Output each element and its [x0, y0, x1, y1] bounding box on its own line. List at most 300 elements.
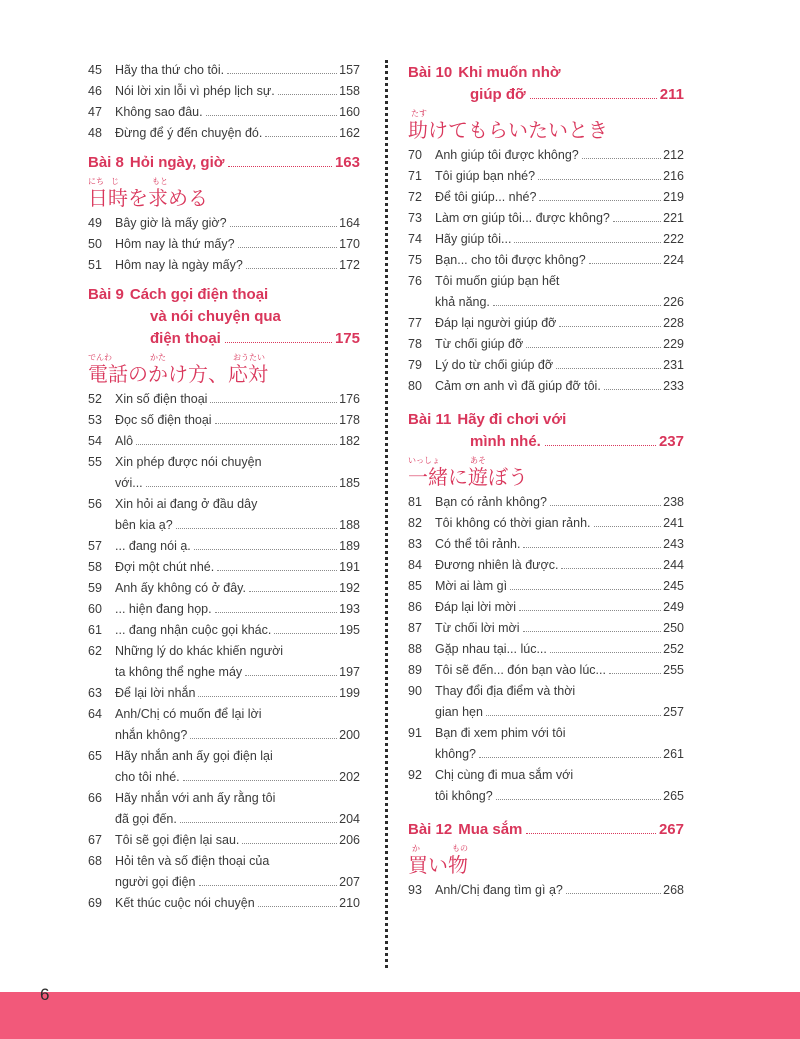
lesson-title-line-1: Cách gọi điện thoại [129, 286, 269, 303]
toc-entry[interactable] [408, 765, 684, 807]
entry-body [115, 599, 360, 620]
entry-body [115, 746, 360, 788]
leader-dots [227, 73, 337, 74]
toc-entry[interactable] [88, 60, 360, 81]
entry-page: 212 [663, 148, 684, 162]
entry-row [435, 334, 684, 355]
leader-dots [242, 843, 337, 844]
toc-entry[interactable] [88, 557, 360, 578]
entry-title: Xin số điện thoại [115, 392, 208, 406]
entry-page: 222 [663, 232, 684, 246]
toc-entry[interactable] [408, 534, 684, 555]
entry-body [435, 229, 684, 250]
entry-title: Đáp lại người giúp đỡ [435, 316, 557, 330]
entry-row [435, 166, 684, 187]
toc-group-lesson-12 [408, 880, 684, 901]
entry-number: 69 [88, 896, 102, 910]
entry-title: Anh giúp tôi được không? [435, 148, 579, 162]
entry-row [435, 292, 684, 313]
toc-entry[interactable] [88, 123, 360, 144]
entry-title: Bạn... cho tôi được không? [435, 253, 586, 267]
entry-row [435, 576, 684, 597]
entry-number: 84 [408, 558, 422, 572]
lesson-label: Bài 9 [88, 286, 124, 303]
toc-entry[interactable] [88, 431, 360, 452]
entry-page: 157 [339, 63, 360, 77]
toc-entry[interactable] [408, 376, 684, 397]
toc-entry[interactable] [88, 536, 360, 557]
toc-entry[interactable] [88, 830, 360, 851]
entry-number: 89 [408, 663, 422, 677]
toc-entry[interactable] [88, 452, 360, 494]
entry-title-line-1: Tôi muốn giúp bạn hết [435, 274, 560, 288]
entry-body [435, 723, 684, 765]
entry-row [435, 208, 684, 229]
entry-title: Làm ơn giúp tôi... được không? [435, 211, 610, 225]
entry-row [435, 313, 684, 334]
toc-entry[interactable] [408, 660, 684, 681]
entry-row [115, 830, 360, 851]
entry-page: 204 [339, 812, 360, 826]
toc-group-lesson-8 [88, 213, 360, 276]
entry-row [115, 473, 360, 494]
toc-entry[interactable] [408, 250, 684, 271]
entry-body [115, 536, 360, 557]
leader-dots [249, 591, 337, 592]
entry-number: 91 [408, 726, 422, 740]
leader-dots [278, 94, 337, 95]
toc-group-lesson-10 [408, 145, 684, 397]
entry-body [115, 255, 360, 276]
toc-entry[interactable] [88, 620, 360, 641]
entry-row [435, 145, 684, 166]
toc-entry[interactable] [408, 313, 684, 334]
lesson-11-heading[interactable] [408, 409, 684, 453]
entry-number: 55 [88, 455, 102, 469]
toc-group-intro [88, 60, 360, 144]
entry-title: Mời ai làm gì [435, 579, 508, 593]
leader-dots [217, 570, 337, 571]
entry-page: 265 [663, 789, 684, 803]
entry-row [435, 534, 684, 555]
entry-page: 226 [663, 295, 684, 309]
leader-dots [246, 268, 337, 269]
entry-row [115, 557, 360, 578]
entry-number: 47 [88, 105, 102, 119]
entry-body [115, 641, 360, 683]
entry-page: 170 [339, 237, 360, 251]
leader-dots [496, 799, 661, 800]
leader-dots [530, 98, 657, 99]
toc-entry[interactable] [88, 641, 360, 683]
entry-body [115, 620, 360, 641]
entry-page: 245 [663, 579, 684, 593]
entry-page: 197 [339, 665, 360, 679]
toc-entry[interactable] [88, 746, 360, 788]
entry-page: 182 [339, 434, 360, 448]
toc-entry[interactable] [408, 492, 684, 513]
leader-dots [556, 368, 661, 369]
entry-page: 257 [663, 705, 684, 719]
entry-title: Để lại lời nhắn [115, 686, 196, 700]
entry-page: 249 [663, 600, 684, 614]
entry-body [115, 830, 360, 851]
lesson-9-heading[interactable] [88, 284, 360, 350]
leader-dots [493, 305, 661, 306]
leader-dots [265, 136, 337, 137]
lesson-11-japanese-title [408, 456, 684, 489]
entry-body [435, 597, 684, 618]
entry-title-line-1: Xin phép được nói chuyện [115, 455, 262, 469]
entry-title: Bạn có rảnh không? [435, 495, 547, 509]
ruby: じ [111, 177, 119, 186]
toc-entry[interactable] [408, 723, 684, 765]
toc-entry[interactable] [408, 355, 684, 376]
entry-body [435, 880, 684, 901]
entry-title: nhắn không? [115, 728, 188, 742]
leader-dots [228, 166, 332, 167]
leader-dots [215, 423, 338, 424]
entry-title: Tôi giúp bạn nhé? [435, 169, 536, 183]
entry-row [115, 255, 360, 276]
lesson-10-heading[interactable] [408, 62, 684, 106]
entry-number: 70 [408, 148, 422, 162]
entry-number: 51 [88, 258, 102, 272]
entry-body [115, 81, 360, 102]
leader-dots [194, 549, 337, 550]
entry-page: 233 [663, 379, 684, 393]
leader-dots [479, 757, 661, 758]
toc-entry[interactable] [88, 893, 360, 914]
leader-dots [190, 738, 337, 739]
entry-body [435, 334, 684, 355]
entry-body [115, 410, 360, 431]
leader-dots [613, 221, 661, 222]
entry-page: 158 [339, 84, 360, 98]
entry-page: 172 [339, 258, 360, 272]
entry-row [435, 513, 684, 534]
entry-row [115, 60, 360, 81]
entry-title: Tôi sẽ đến... đón bạn vào lúc... [435, 663, 606, 677]
entry-number: 77 [408, 316, 422, 330]
toc-entry[interactable] [88, 213, 360, 234]
entry-row [115, 683, 360, 704]
entry-row [115, 515, 360, 536]
entry-number: 49 [88, 216, 102, 230]
entry-row [115, 81, 360, 102]
entry-title-line-1: Xin hỏi ai đang ở đầu dây [115, 497, 258, 511]
lesson-12-heading[interactable] [408, 819, 684, 841]
toc-entry[interactable] [408, 681, 684, 723]
entry-page: 176 [339, 392, 360, 406]
toc-entry[interactable] [408, 597, 684, 618]
toc-entry[interactable] [408, 639, 684, 660]
leader-dots [523, 547, 661, 548]
entry-body [435, 187, 684, 208]
entry-page: 192 [339, 581, 360, 595]
leader-dots [486, 715, 661, 716]
toc-entry[interactable] [408, 880, 684, 901]
toc-entry[interactable] [88, 788, 360, 830]
entry-body [435, 271, 684, 313]
entry-page: 228 [663, 316, 684, 330]
ruby: あそ [470, 456, 486, 465]
entry-title: Từ chối lời mời [435, 621, 520, 635]
leader-dots [550, 505, 661, 506]
entry-row [115, 123, 360, 144]
entry-body [115, 788, 360, 830]
entry-title-line-1: Hãy nhắn với anh ấy rằng tôi [115, 791, 276, 805]
entry-body [115, 683, 360, 704]
entry-title-line-1: Chị cùng đi mua sắm với [435, 768, 574, 782]
entry-body [435, 250, 684, 271]
lesson-page: 267 [658, 821, 684, 838]
entry-page: 178 [339, 413, 360, 427]
entry-title: Anh ấy không có ở đây. [115, 581, 246, 595]
toc-entry[interactable] [408, 618, 684, 639]
leader-dots [589, 263, 661, 264]
entry-body [115, 431, 360, 452]
leader-dots [258, 906, 337, 907]
entry-title: ... đang nói ạ. [115, 539, 191, 553]
entry-row [115, 102, 360, 123]
toc-entry[interactable] [88, 578, 360, 599]
lesson-8-heading[interactable] [88, 152, 360, 174]
entry-page: 191 [339, 560, 360, 574]
ruby: もと [152, 177, 168, 186]
entry-title: Đáp lại lời mời [435, 600, 516, 614]
entry-body [435, 355, 684, 376]
entry-body [115, 102, 360, 123]
lesson-title-line-1: Hãy đi chơi với [457, 411, 567, 428]
entry-row [115, 809, 360, 830]
toc-entry[interactable] [408, 187, 684, 208]
entry-title: không? [435, 747, 477, 761]
leader-dots [604, 389, 661, 390]
entry-body [115, 494, 360, 536]
entry-page: 160 [339, 105, 360, 119]
entry-number: 67 [88, 833, 102, 847]
lesson-title-line-1: Khi muốn nhờ [458, 64, 561, 81]
lesson-title-line-3: điện thoại [150, 330, 221, 347]
toc-entry[interactable] [88, 102, 360, 123]
entry-body [115, 213, 360, 234]
toc-group-lesson-11 [408, 492, 684, 807]
entry-body [115, 704, 360, 746]
entry-row [435, 880, 684, 901]
entry-body [435, 534, 684, 555]
entry-title-line-1: Những lý do khác khiến người [115, 644, 284, 658]
entry-title: Tôi không có thời gian rảnh. [435, 516, 591, 530]
entry-page: 219 [663, 190, 684, 204]
leader-dots [199, 885, 338, 886]
entry-body [115, 557, 360, 578]
entry-body [435, 166, 684, 187]
leader-dots [136, 444, 337, 445]
leader-dots [582, 158, 661, 159]
entry-number: 61 [88, 623, 102, 637]
lesson-page: 237 [658, 433, 684, 450]
entry-number: 78 [408, 337, 422, 351]
entry-page: 206 [339, 833, 360, 847]
entry-title: người gọi điện [115, 875, 196, 889]
toc-left-column [88, 60, 360, 914]
entry-title: Để tôi giúp... nhé? [435, 190, 537, 204]
entry-number: 50 [88, 237, 102, 251]
entry-number: 56 [88, 497, 102, 511]
entry-row [435, 702, 684, 723]
entry-body [435, 145, 684, 166]
entry-title: ta không thể nghe máy [115, 665, 243, 679]
leader-dots [176, 528, 337, 529]
entry-row [435, 229, 684, 250]
entry-page: 224 [663, 253, 684, 267]
entry-number: 93 [408, 883, 422, 897]
entry-title: Cảm ơn anh vì đã giúp đỡ tôi. [435, 379, 601, 393]
toc-right-column [408, 60, 684, 901]
entry-number: 86 [408, 600, 422, 614]
entry-title-line-1: Anh/Chị có muốn để lại lời [115, 707, 262, 721]
entry-number: 80 [408, 379, 422, 393]
entry-page: 162 [339, 126, 360, 140]
toc-entry[interactable] [408, 576, 684, 597]
toc-entry[interactable] [88, 494, 360, 536]
toc-entry[interactable] [408, 271, 684, 313]
entry-body [435, 492, 684, 513]
entry-page: 164 [339, 216, 360, 230]
entry-number: 81 [408, 495, 422, 509]
ruby: でんわ [88, 353, 112, 362]
entry-row [435, 250, 684, 271]
entry-row [435, 597, 684, 618]
leader-dots [198, 696, 337, 697]
entry-page: 202 [339, 770, 360, 784]
entry-body [435, 555, 684, 576]
entry-body [115, 578, 360, 599]
entry-title: tôi không? [435, 789, 493, 803]
leader-dots [561, 568, 661, 569]
toc-entry[interactable] [408, 145, 684, 166]
entry-body [435, 618, 684, 639]
entry-page: 185 [339, 476, 360, 490]
ruby: たす [411, 109, 427, 118]
entry-number: 88 [408, 642, 422, 656]
leader-dots [183, 780, 338, 781]
entry-row [435, 555, 684, 576]
entry-number: 60 [88, 602, 102, 616]
toc-entry[interactable] [88, 255, 360, 276]
entry-number: 71 [408, 169, 422, 183]
leader-dots [545, 445, 656, 446]
entry-number: 58 [88, 560, 102, 574]
entry-title: Anh/Chị đang tìm gì ạ? [435, 883, 563, 897]
toc-entry[interactable] [88, 410, 360, 431]
entry-number: 65 [88, 749, 102, 763]
entry-title: Đợi một chút nhé. [115, 560, 215, 574]
toc-group-lesson-9 [88, 389, 360, 914]
entry-title: cho tôi nhé. [115, 770, 180, 784]
entry-number: 46 [88, 84, 102, 98]
entry-number: 62 [88, 644, 102, 658]
entry-title: Không sao đâu. [115, 105, 203, 119]
toc-entry[interactable] [408, 555, 684, 576]
entry-row [115, 213, 360, 234]
entry-body [115, 452, 360, 494]
leader-dots [146, 486, 337, 487]
toc-entry[interactable] [88, 851, 360, 893]
entry-body [115, 60, 360, 81]
leader-dots [245, 675, 337, 676]
toc-entry[interactable] [88, 234, 360, 255]
entry-title: Tôi sẽ gọi điện lại sau. [115, 833, 240, 847]
entry-title: Kết thúc cuộc nói chuyện [115, 896, 255, 910]
entry-number: 53 [88, 413, 102, 427]
japanese-title: 助けてもらいたいとき [408, 120, 608, 142]
entry-body [435, 681, 684, 723]
entry-row [115, 599, 360, 620]
toc-entry[interactable] [408, 334, 684, 355]
entry-row [435, 187, 684, 208]
entry-page: 216 [663, 169, 684, 183]
entry-row [115, 893, 360, 914]
toc-entry[interactable] [88, 704, 360, 746]
leader-dots [523, 631, 662, 632]
entry-title: đã gọi đến. [115, 812, 177, 826]
entry-row [435, 492, 684, 513]
lesson-label: Bài 10 [408, 64, 453, 81]
toc-entry[interactable] [408, 513, 684, 534]
lesson-page: 175 [334, 330, 360, 347]
leader-dots [550, 652, 661, 653]
leader-dots [526, 833, 656, 834]
entry-page: 268 [663, 883, 684, 897]
leader-dots [519, 610, 661, 611]
entry-body [435, 660, 684, 681]
entry-page: 195 [339, 623, 360, 637]
toc-entry[interactable] [88, 81, 360, 102]
entry-row [435, 639, 684, 660]
leader-dots [274, 633, 337, 634]
entry-row [115, 410, 360, 431]
lesson-page: 163 [334, 154, 360, 171]
japanese-title: 電話のかけ方、応対 [88, 364, 268, 386]
entry-body [435, 313, 684, 334]
entry-title: Hôm nay là thứ mấy? [115, 237, 235, 251]
entry-row [435, 376, 684, 397]
entry-row [435, 786, 684, 807]
entry-page: 244 [663, 558, 684, 572]
leader-dots [225, 342, 332, 343]
leader-dots [594, 526, 662, 527]
toc-entry[interactable] [88, 389, 360, 410]
entry-page: 250 [663, 621, 684, 635]
entry-body [435, 208, 684, 229]
leader-dots [238, 247, 338, 248]
toc-entry[interactable] [88, 683, 360, 704]
toc-entry[interactable] [408, 208, 684, 229]
entry-row [115, 536, 360, 557]
entry-page: 261 [663, 747, 684, 761]
toc-entry[interactable] [408, 166, 684, 187]
lesson-page: 211 [659, 86, 684, 103]
lesson-label: Bài 8 [88, 154, 124, 171]
toc-entry[interactable] [88, 599, 360, 620]
entry-row [115, 431, 360, 452]
entry-number: 52 [88, 392, 102, 406]
entry-row [115, 578, 360, 599]
entry-title: Hãy giúp tôi... [435, 232, 512, 246]
toc-entry[interactable] [408, 229, 684, 250]
